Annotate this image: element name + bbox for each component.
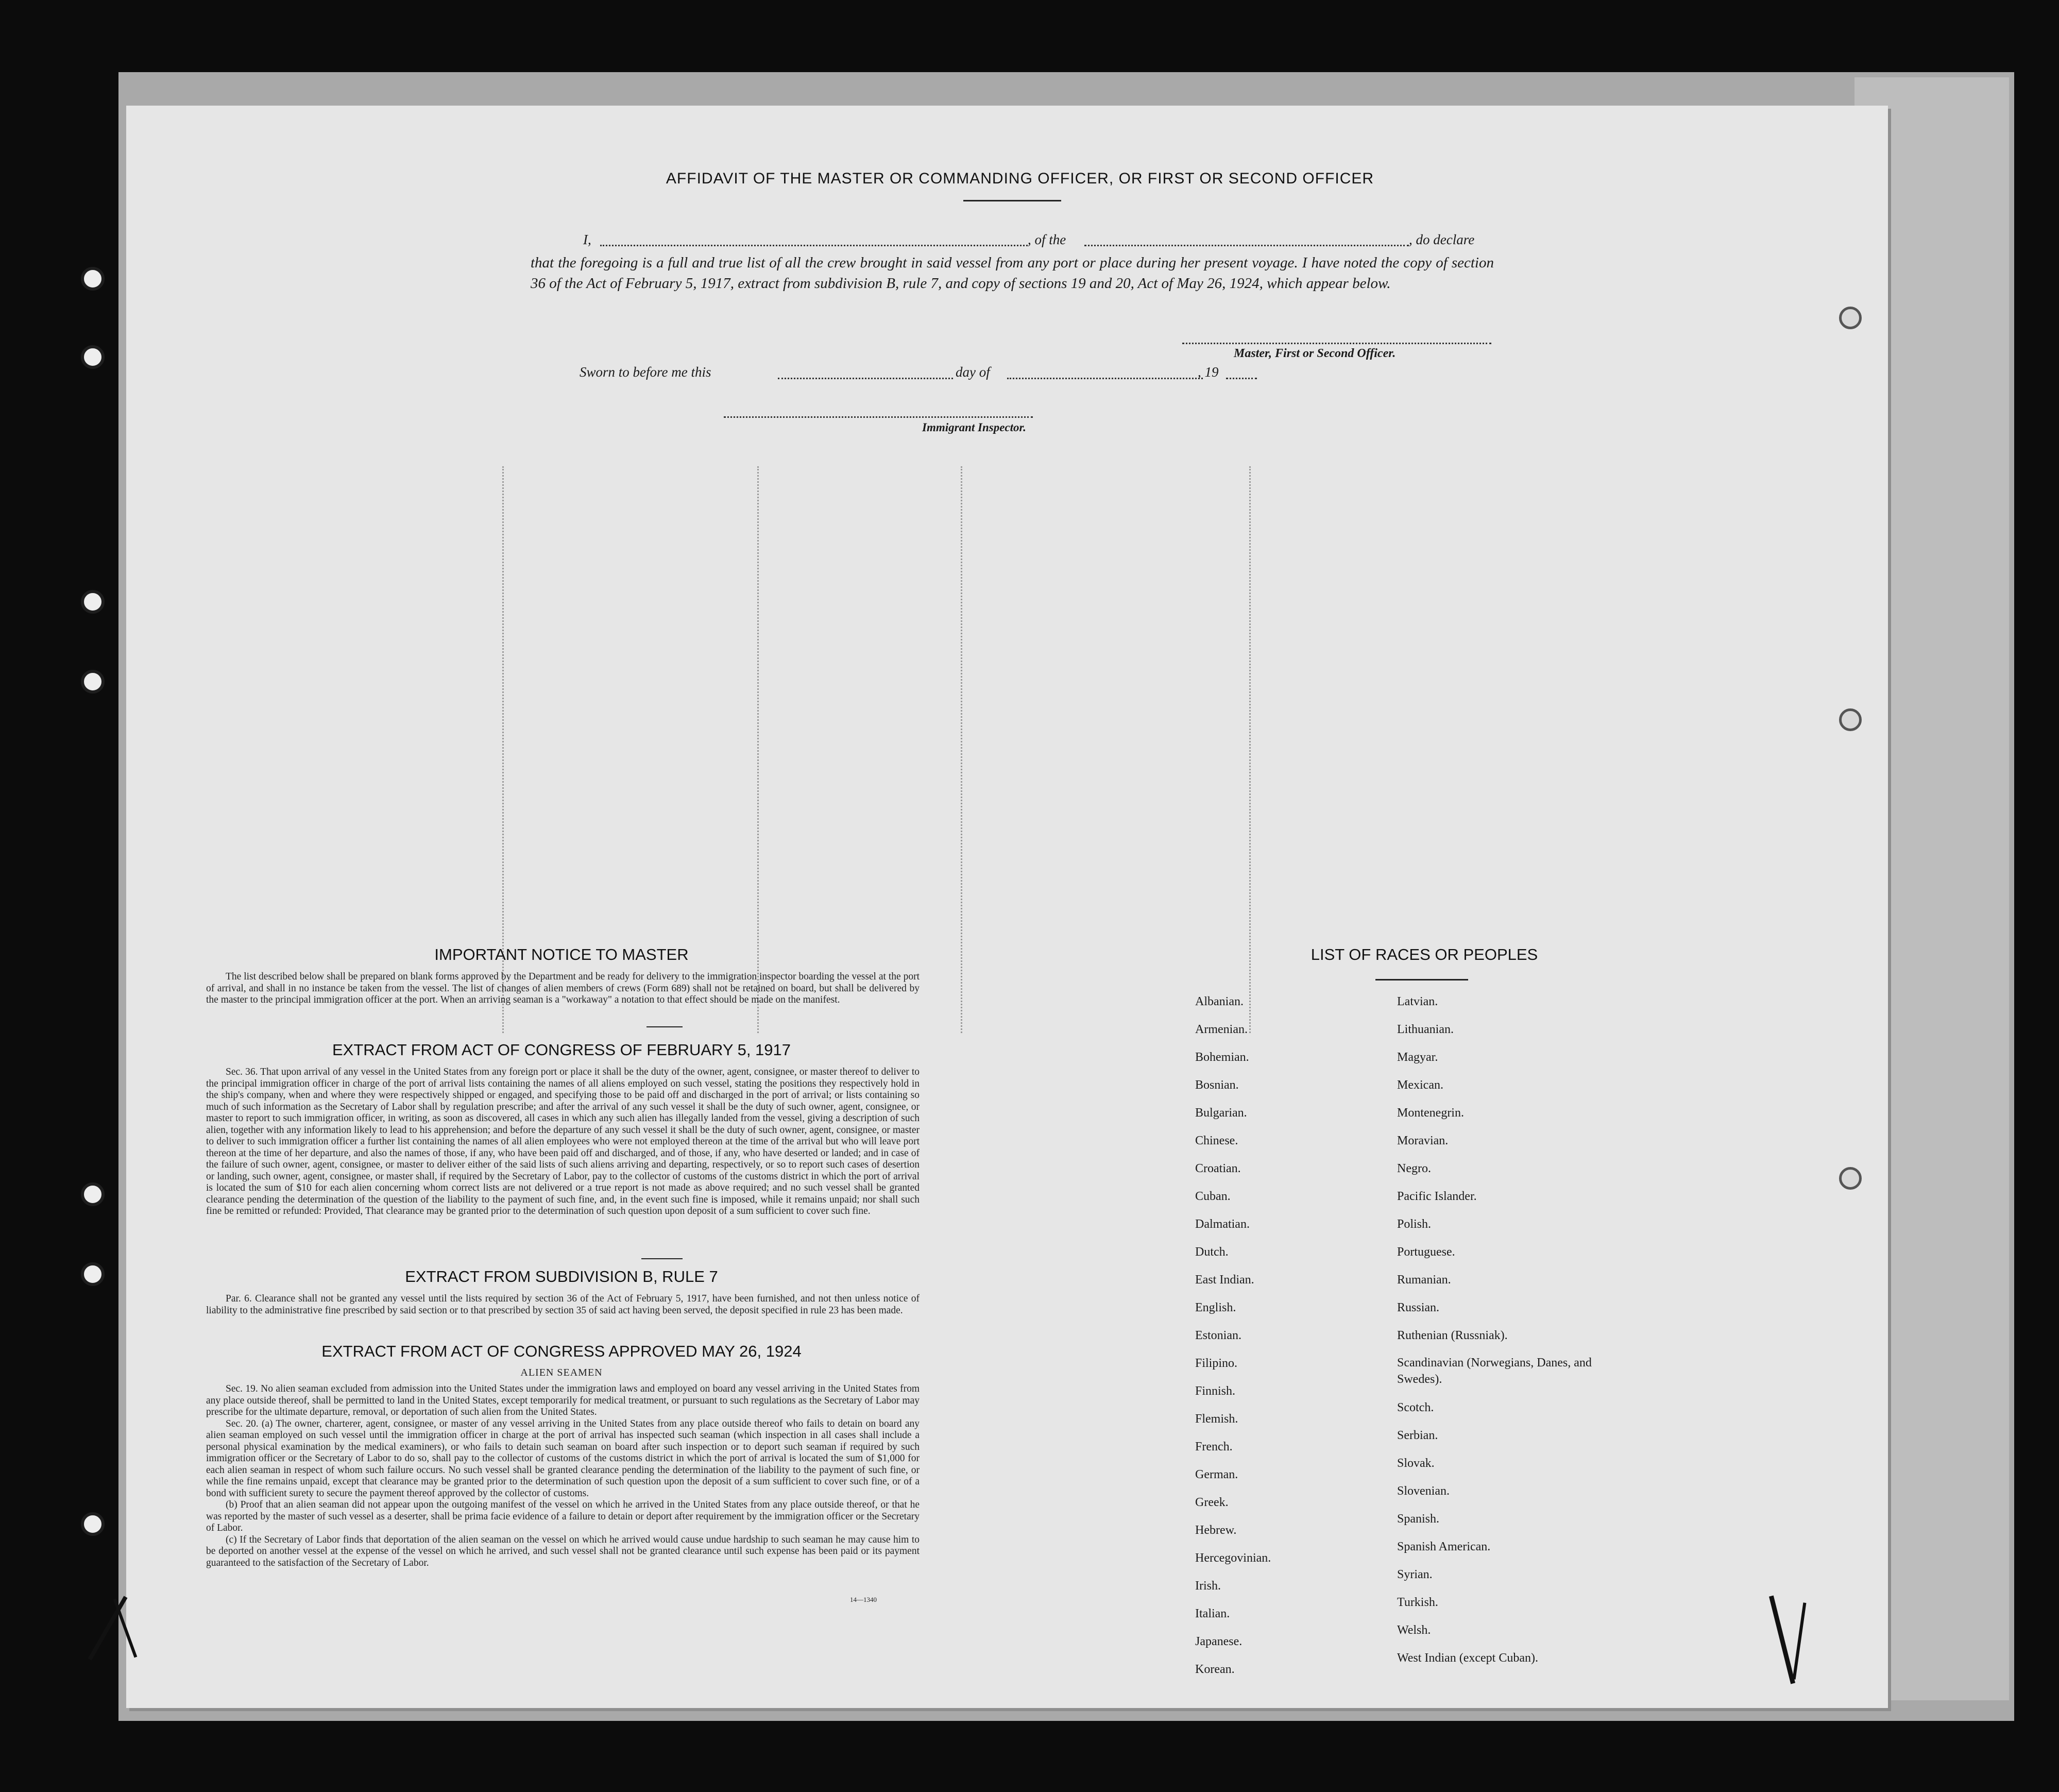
race-item: Korean. [1195,1663,1235,1676]
binder-hole [81,590,105,614]
affidavit-title: AFFIDAVIT OF THE MASTER OR COMMANDING OFFICER, OR FIRST OR SECOND OFFICER [666,170,1374,187]
race-item: Negro. [1397,1162,1431,1175]
sec-19-paragraph: Sec. 19. No alien seaman excluded from admission into the United States under the immigration laws and employed on board any vessel arriving in the United States from any place outside thereof, shall be permitted to land in the United States, except temporarily for medical treatment, or pursuant to such regulations as the Secretary of Labor may prescribe for the ultimate departure, removal, or deportation of such alien from the United States. [206,1383,920,1417]
bleed-through-line [961,466,962,1033]
divider [641,1258,683,1259]
race-item: Croatian. [1195,1162,1241,1175]
title-rule [963,200,1061,201]
binder-hole [81,1512,105,1536]
binder-hole [81,1182,105,1206]
handwritten-mark [1793,1602,1807,1679]
sec-20a-paragraph: Sec. 20. (a) The owner, charterer, agent, consignee, or master of any vessel arriving in the United States from any place outside thereof who fails to detain on board any alien seaman employed on such vessel until the immigration officer in charge at the port of arrival has inspected such seaman (which inspection in all cases shall include a personal physical examination by the medical examiners), or who fails to detain such seaman on board after such inspection or to deport such seaman if required by such immigration officer or the Secretary of Labor to do so, shall pay to the collector of customs of the customs district in which the port of arrival is located the sum of $1,000 for each alien seaman in respect of whom such failure occurs. No such vessel shall be granted clearance pending the determination of the liability to the payment of such fine, or while the fine remains unpaid, except that clearance may be granted prior to the determination of such question upon the deposit of a sum sufficient to cover such fine, or of a bond with sufficient surety to secure the payment thereof approved by the collector of customs. [206,1418,920,1499]
notice-paragraph: The list described below shall be prepared on blank forms approved by the Department and be ready for delivery to the immigration inspector boarding the vessel at the port of arrival, and shall in no instance be taken from the vessel. The list of changes of alien members of crews (Form 689) shall not be retained on board, but shall be delivered by the master to the principal immigration officer at the port. When an arriving seaman is a "workaway" a notation to that effect should be made on the manifest. [206,971,920,1005]
race-item: Syrian. [1397,1568,1433,1581]
binder-hole [81,345,105,369]
handwritten-mark [1769,1596,1795,1684]
race-item: Spanish. [1397,1512,1440,1526]
affidavit-i: I, [583,232,591,247]
sec-20b-paragraph: (b) Proof that an alien seaman did not appear upon the outgoing manifest of the vessel on which he arrived in the United States from any place outside thereof, or that he was reported by the master of such vessel as a deserter, shall be prima facie evidence of a failure to detain or deport after requirement by the immigration officer or the Secretary of Labor. [206,1499,920,1533]
race-item: Serbian. [1397,1429,1438,1442]
race-item: Armenian. [1195,1023,1248,1036]
sworn-month-blank[interactable] [1007,378,1203,379]
inspector-label: Immigrant Inspector. [922,421,1026,434]
race-item: Bosnian. [1195,1078,1239,1092]
race-item: Ruthenian (Russniak). [1397,1329,1508,1342]
race-item: Estonian. [1195,1329,1241,1342]
extract-rule7-text [206,1293,920,1316]
alien-seamen-subtitle: ALIEN SEAMEN [520,1367,603,1378]
year-blank[interactable] [1226,378,1257,379]
affidavit-declare: , do declare [1409,232,1475,247]
race-item: Welsh. [1397,1624,1431,1637]
race-item: Dalmatian. [1195,1218,1250,1231]
race-item: Chinese. [1195,1134,1238,1147]
sworn-day-blank[interactable] [778,378,953,379]
inspector-signature-line[interactable] [724,416,1033,418]
race-item: Rumanian. [1397,1273,1451,1287]
race-item: Hebrew. [1195,1524,1237,1537]
race-item: Spanish American. [1397,1540,1491,1553]
race-item: Lithuanian. [1397,1023,1454,1036]
binder-hole [1839,307,1862,329]
races-left-column [1195,988,1271,1683]
vessel-blank[interactable] [1084,245,1409,246]
race-item: Irish. [1195,1579,1221,1593]
race-item: Cuban. [1195,1190,1231,1203]
race-item: French. [1195,1440,1233,1453]
binder-hole [81,1262,105,1286]
races-title: LIST OF RACES OR PEOPLES [1311,945,1538,963]
divider [646,1026,683,1027]
notice-text [206,971,920,1006]
sec-20c-paragraph: (c) If the Secretary of Labor finds that deportation of the alien seaman on the vessel on which he arrived would cause undue hardship to such seaman he may cause him to be deported on another vessel at the expense of the vessel on which he arrived, and such vessel shall not be granted clearance until such expense has been paid or its payment guaranteed to the satisfaction of the Secretary of Labor. [206,1534,920,1568]
race-item: Latvian. [1397,995,1438,1008]
race-item: Mexican. [1397,1078,1443,1092]
extract-rule7-title: EXTRACT FROM SUBDIVISION B, RULE 7 [405,1267,718,1286]
sworn-before-label: Sworn to before me this [580,364,711,380]
year-prefix-label: , 19 [1198,364,1219,380]
extract-1924-title: EXTRACT FROM ACT OF CONGRESS APPROVED MAY 26, 1924 [321,1342,802,1360]
race-item: Bohemian. [1195,1051,1249,1064]
race-item: Filipino. [1195,1357,1238,1370]
race-item: Pacific Islander. [1397,1190,1477,1203]
race-item: Albanian. [1195,995,1244,1008]
binder-hole [81,267,105,291]
master-signature-label: Master, First or Second Officer. [1234,347,1396,360]
race-item: Hercegovinian. [1195,1551,1271,1565]
extract-1924-text [206,1383,920,1569]
race-item: Greek. [1195,1496,1229,1509]
name-blank[interactable] [600,245,1028,246]
race-item: Slovak. [1397,1457,1435,1470]
binder-hole [81,670,105,694]
extract-1917-title: EXTRACT FROM ACT OF CONGRESS OF FEBRUARY 5, 1917 [332,1041,791,1059]
race-item: Montenegrin. [1397,1106,1464,1120]
binder-hole [1839,708,1862,731]
notice-title: IMPORTANT NOTICE TO MASTER [434,945,689,963]
race-item: Scandinavian (Norwegians, Danes, and Swedes). [1397,1356,1592,1386]
race-item: Flemish. [1195,1412,1238,1426]
day-of-label: day of [956,364,990,380]
races-right-column [1397,988,1593,1672]
sec-36-paragraph: Sec. 36. That upon arrival of any vessel in the United States from any foreign port or place it shall be the duty of the owner, agent, consignee, or master thereof to deliver to the principal immigration officer in charge of the port of arrival lists containing the names of all aliens employed on such vessel, stating the positions they respectively hold in the ship's company, when and where they were respectively shipped or engaged, and specifying those to be paid off and discharged in the port of arrival; or lists containing so much of such information as the Secretary of Labor shall by regulation prescribe; and after the arrival of any such vessel it shall be the duty of such owner, agent, consignee, or master to report to such immigration officer, in writing, as soon as discovered, all cases in which any such alien has illegally landed from the vessel, giving a description of such alien, together with any information likely to lead to his apprehension; and before the departure of any such vessel it shall be the duty of such owner, agent, consignee, or master to deliver to such immigration officer a further list containing the names of all alien employees who were not employed thereon at the time of the arrival but who will leave port thereon at the time of her departure, and also the names of those, if any, who have been paid off and discharged, and of those, if any, who have deserted or landed; and in case of the failure of such owner, agent, consignee, or master to deliver either of the said lists of such aliens arriving and departing, respectively, or so to report such cases of desertion or landing, such owner, agent, consignee, or master shall, if required by the Secretary of Labor, pay to the collector of customs of the customs district in which the port of arrival is located the sum of $10 for each alien concerning whom correct lists are not delivered or a true report is not made as above required; and no such vessel shall be granted clearance pending the determination of the question of the liability to the payment of such fine, and, in the event such fine is imposed, while it remains unpaid; nor shall such fine be remitted or refunded: Provided, That clearance may be granted prior to the determination of such question upon deposit of a sum sufficient to cover such fine. [206,1067,920,1216]
race-item: East Indian. [1195,1273,1254,1287]
race-item: Russian. [1397,1301,1440,1314]
race-item: Polish. [1397,1218,1432,1231]
race-item: Turkish. [1397,1596,1438,1609]
race-item: Bulgarian. [1195,1106,1247,1120]
race-item: Japanese. [1195,1635,1243,1648]
binder-hole [1839,1167,1862,1190]
race-item: German. [1195,1468,1238,1481]
race-item: Portuguese. [1397,1245,1455,1259]
race-item: Moravian. [1397,1134,1449,1147]
affidavit-of-the: , of the [1028,232,1066,247]
race-item: Italian. [1195,1607,1230,1620]
affidavit-body: that the foregoing is a full and true list of all the crew brought in said vessel from any port or place during her present voyage. I have noted the copy of section 36 of the Act of February 5, 1917, extract from subdivision B, rule 7, and copy of sections 19 and 20, Act of May 26, 1924, which appear below. [531,255,1494,292]
extract-1917-text [206,1067,920,1218]
race-item: English. [1195,1301,1236,1314]
master-signature-line[interactable] [1182,343,1491,344]
document-page [126,106,1888,1708]
race-item: West Indian (except Cuban). [1397,1651,1538,1665]
race-item: Finnish. [1195,1384,1236,1398]
race-item: Dutch. [1195,1245,1229,1259]
race-item: Scotch. [1397,1401,1434,1414]
form-number: 14—1340 [850,1596,877,1603]
par-6-paragraph: Par. 6. Clearance shall not be granted any vessel until the lists required by section 36 of the Act of February 5, 1917, have been furnished, and not then unless notice of liability to the administrative fine prescribed by said section or to that prescribed by section 35 of said act having been served, the deposit specified in rule 23 has been made. [206,1293,920,1316]
races-title-rule [1375,979,1468,980]
race-item: Magyar. [1397,1051,1438,1064]
race-item: Slovenian. [1397,1484,1450,1498]
